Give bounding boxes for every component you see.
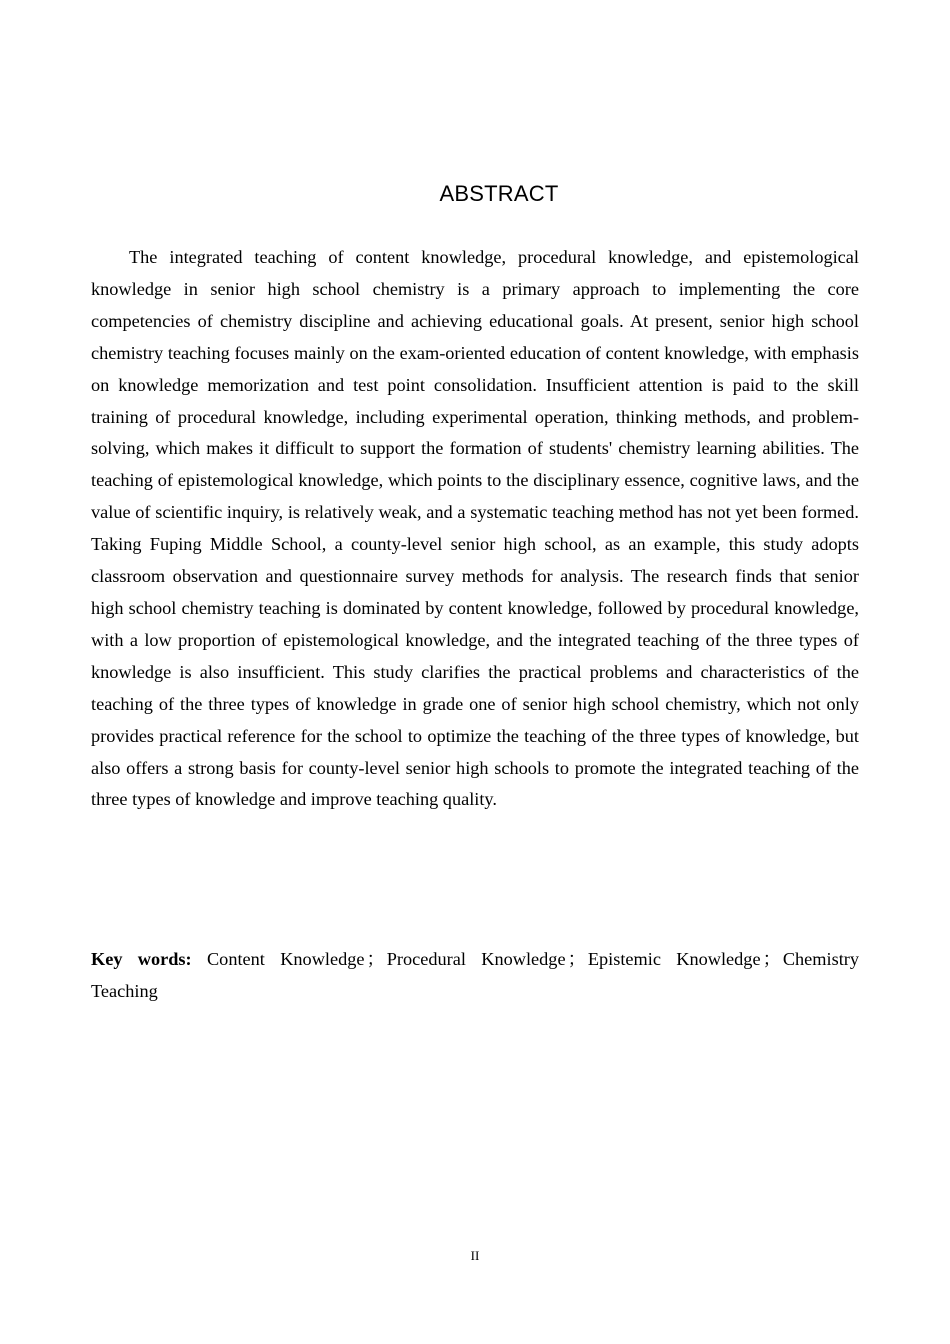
abstract-title: ABSTRACT [439,181,559,206]
keyword-separator: ； [762,949,781,969]
keyword-separator: ； [366,949,385,969]
title-container [0,179,950,209]
keyword-item: Content Knowledge [206,949,365,969]
page-number: II [470,1248,480,1263]
keywords-label: Key words: [91,949,192,969]
keywords-line [91,944,859,1008]
abstract-paragraph: The integrated teaching of content knowledge, procedural knowledge, and epistemological knowledge in senior high school chemistry is a primary approach to implementing the core competencies of chemistry discipline and achieving educational goals. At present, senior high school chemistry teaching focuses mainly on the exam-oriented education of content knowledge, with emphasis on knowledge memorization and test point consolidation. Insufficient attention is paid to the skill training of procedural knowledge, including experimental operation, thinking methods, and problem-solving, which makes it difficult to support the formation of students' chemistry learning abilities. The teaching of epistemological knowledge, which points to the disciplinary essence, cognitive laws, and the value of scientific inquiry, is relatively weak, and a systematic teaching method has not yet been formed. Taking Fuping Middle School, a county-level senior high school, as an example, this study adopts classroom observation and questionnaire survey methods for analysis. The research finds that senior high school chemistry teaching is dominated by content knowledge, followed by procedural knowledge, with a low proportion of epistemological knowledge, and the integrated teaching of the three types of knowledge is also insufficient. This study clarifies the practical problems and characteristics of the teaching of the three types of knowledge in grade one of senior high school chemistry, which not only provides practical reference for the school to optimize the teaching of the three types of knowledge, but also offers a strong basis for county-level senior high schools to promote the integrated teaching of the three types of knowledge and improve teaching quality. [91,247,859,810]
keyword-item: Procedural Knowledge [386,949,566,969]
keyword-item: Epistemic Knowledge [587,949,761,969]
keyword-item: Chemistry Teaching [91,949,860,1001]
keyword-separator: ； [567,949,586,969]
